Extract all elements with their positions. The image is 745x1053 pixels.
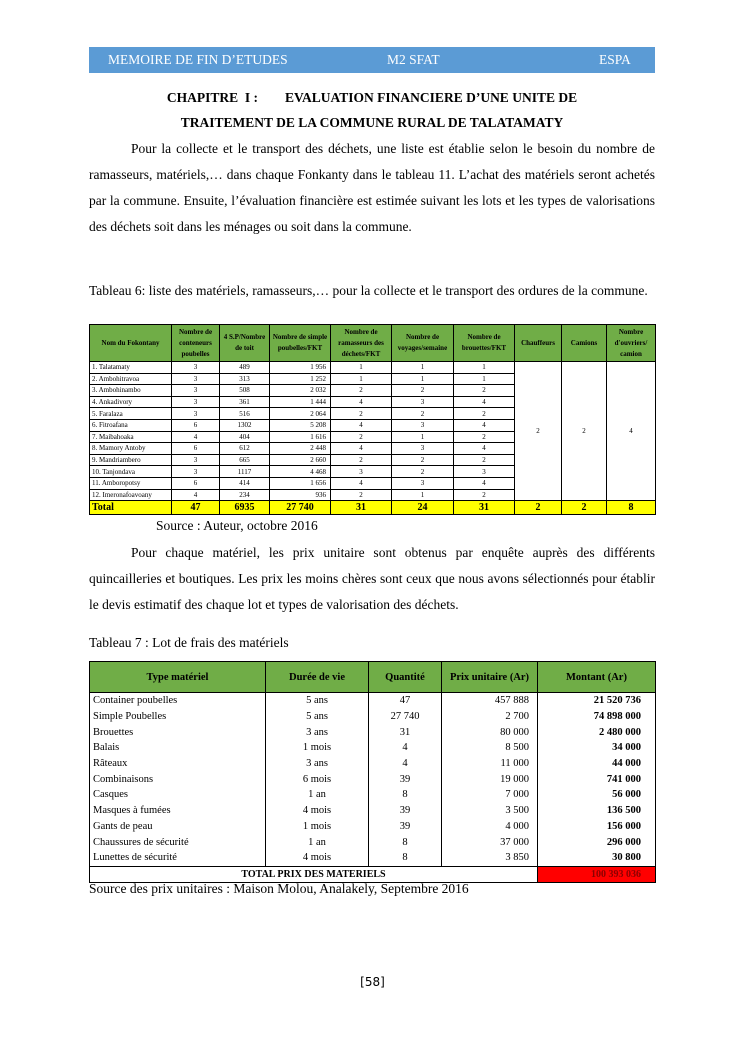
table6-cell: 4: [172, 489, 220, 501]
table6-cell: 3. Ambohinambo: [90, 385, 172, 397]
table7-cell: Chaussures de sécurité: [90, 834, 266, 850]
table7-header: Type matériel: [90, 662, 266, 693]
table6-cell: 6: [172, 477, 220, 489]
table6-cell: 2: [331, 489, 392, 501]
table7-cell: Gants de peau: [90, 819, 266, 835]
table7-cell: 80 000: [442, 724, 538, 740]
page-header: [89, 47, 655, 73]
table7-cell: 2 700: [442, 709, 538, 725]
table6-row: [90, 362, 656, 374]
table6-cell: 234: [220, 489, 270, 501]
table6-cell: 4: [454, 443, 515, 455]
table6-cell: 1 656: [270, 477, 331, 489]
table6-total-cell: Total: [90, 501, 172, 515]
table6-cell: 2: [454, 489, 515, 501]
table6-header: Nombre de ramasseurs des déchets/FKT: [331, 325, 392, 362]
table6-cell: 3: [392, 396, 454, 408]
table7-cell: Lunettes de sécurité: [90, 850, 266, 866]
table7-cell: 31: [369, 724, 442, 740]
table7-cell: 74 898 000: [538, 709, 656, 725]
table6-source: Source : Auteur, octobre 2016: [156, 518, 318, 533]
table6-cell: 414: [220, 477, 270, 489]
table7-cell: 3 ans: [266, 756, 369, 772]
table7-row: [90, 834, 656, 850]
table7-row: [90, 787, 656, 803]
page-number: [58]: [360, 975, 385, 989]
table7-cell: 39: [369, 771, 442, 787]
table7-caption: Tableau 7 : Lot de frais des matériels: [89, 635, 289, 650]
table6-caption: Tableau 6: liste des matériels, ramasseurs,… pour la collecte et le transport des ordures de la commune.: [89, 283, 648, 298]
table6-cell: 3: [392, 443, 454, 455]
table7-cell: 7 000: [442, 787, 538, 803]
table6-cell: 516: [220, 408, 270, 420]
table6-cell: 3: [454, 466, 515, 478]
table7-row: [90, 771, 656, 787]
table6-cell: 2 032: [270, 385, 331, 397]
table7-cell: 39: [369, 803, 442, 819]
table7-cell: 4: [369, 740, 442, 756]
table7-cell: 8: [369, 834, 442, 850]
table7-cell: 27 740: [369, 709, 442, 725]
table7-header: Prix unitaire (Ar): [442, 662, 538, 693]
table6-materials: [89, 324, 656, 515]
table6-cell: 2: [331, 454, 392, 466]
table6-cell: 3: [392, 419, 454, 431]
table6-merged-cell: 4: [607, 362, 656, 501]
table6-total-cell: 8: [607, 501, 656, 515]
table7-cell: 37 000: [442, 834, 538, 850]
table7-cell: 47: [369, 693, 442, 709]
table7-cell: 19 000: [442, 771, 538, 787]
table7-cell: Container poubelles: [90, 693, 266, 709]
table6-cell: 2: [331, 385, 392, 397]
table6-cell: 4: [454, 419, 515, 431]
table7-cell: 4 000: [442, 819, 538, 835]
table6-cell: 1: [454, 373, 515, 385]
table6-header: Nom du Fokontany: [90, 325, 172, 362]
table7-cell: 4 mois: [266, 803, 369, 819]
chapter-title-line2: TRAITEMENT DE LA COMMUNE RURAL DE TALATAMATY: [180, 115, 564, 130]
table6-header: 4 S.P/Nombre de toit: [220, 325, 270, 362]
table6-header: Nombre de voyages/semaine: [392, 325, 454, 362]
table7-cell: 30 800: [538, 850, 656, 866]
table7-cell: 1 mois: [266, 819, 369, 835]
table6-cell: 2 064: [270, 408, 331, 420]
table6-cell: 1: [331, 362, 392, 374]
table6-header: Nombre d'ouvriers/ camion: [607, 325, 656, 362]
table7-total-value: 100 393 036: [538, 866, 656, 882]
table6-cell: 2: [454, 431, 515, 443]
table6-cell: 4: [331, 396, 392, 408]
table7-cell: 8: [369, 787, 442, 803]
table7-cell: 741 000: [538, 771, 656, 787]
table7-cell: 5 ans: [266, 709, 369, 725]
table6-cell: 2: [392, 466, 454, 478]
table6-cell: 4. Ankadivory: [90, 396, 172, 408]
table7-cell: Casques: [90, 787, 266, 803]
table7-cell: 4 mois: [266, 850, 369, 866]
table6-cell: 6: [172, 419, 220, 431]
table6-cell: 2: [331, 431, 392, 443]
table6-cell: 4: [172, 431, 220, 443]
table6-total-cell: 24: [392, 501, 454, 515]
table6-cell: 2: [392, 408, 454, 420]
table6-header: Nombre de brouettes/FKT: [454, 325, 515, 362]
table6-cell: 665: [220, 454, 270, 466]
table7-cell: 21 520 736: [538, 693, 656, 709]
table7-cell: 3 500: [442, 803, 538, 819]
table6-cell: 2: [392, 454, 454, 466]
table7-cell: Simple Poubelles: [90, 709, 266, 725]
table6-total-cell: 2: [515, 501, 562, 515]
table6-header: Nombre de simple poubelles/FKT: [270, 325, 331, 362]
table6-cell: 489: [220, 362, 270, 374]
table6-cell: 8. Mamory Antoby: [90, 443, 172, 455]
table7-source: Source des prix unitaires : Maison Molou, Analakely, Septembre 2016: [89, 881, 469, 896]
table6-cell: 2: [454, 408, 515, 420]
table7-material-costs: [89, 661, 656, 883]
table7-row: [90, 740, 656, 756]
table6-cell: 3: [172, 385, 220, 397]
table6-cell: 10. Tanjondava: [90, 466, 172, 478]
table6-cell: 1: [392, 431, 454, 443]
table6-cell: 3: [172, 373, 220, 385]
table6-total-cell: 31: [331, 501, 392, 515]
table7-cell: 296 000: [538, 834, 656, 850]
table6-cell: 4: [454, 477, 515, 489]
table6-cell: 2: [454, 385, 515, 397]
table6-cell: 3: [392, 477, 454, 489]
table7-row: [90, 709, 656, 725]
table6-cell: 313: [220, 373, 270, 385]
table7-cell: 6 mois: [266, 771, 369, 787]
table6-cell: 4: [454, 396, 515, 408]
table6-cell: 5. Faralaza: [90, 408, 172, 420]
table6-cell: 1302: [220, 419, 270, 431]
table6-cell: 936: [270, 489, 331, 501]
table7-cell: Masques à fumées: [90, 803, 266, 819]
table6-merged-cell: 2: [562, 362, 607, 501]
table6-cell: 4: [331, 419, 392, 431]
table7-row: [90, 850, 656, 866]
table7-cell: 39: [369, 819, 442, 835]
table7-cell: 11 000: [442, 756, 538, 772]
table6-cell: 3: [172, 408, 220, 420]
table7-total-row: [90, 866, 656, 882]
table6-cell: 6. Fitroafana: [90, 419, 172, 431]
table6-cell: 1 956: [270, 362, 331, 374]
table6-cell: 3: [172, 396, 220, 408]
intro-paragraph: Pour la collecte et le transport des déchets, une liste est établie selon le besoin du nombre de ramasseurs, matériels,… dans chaque Fonkanty dans le tableau 11. L’achat des matériels seront achetés par la commune. Ensuite, l’évaluation financière est estimée suivant les lots et les types de valorisations des déchets soit dans les ménages ou soit dans la commune.: [89, 141, 655, 234]
header-right: ESPA: [599, 52, 631, 67]
table6-total-cell: 31: [454, 501, 515, 515]
table6-cell: 404: [220, 431, 270, 443]
table7-cell: 4: [369, 756, 442, 772]
table6-cell: 1117: [220, 466, 270, 478]
header-center: M2 SFAT: [387, 52, 440, 67]
table7-cell: 1 an: [266, 834, 369, 850]
table6-cell: 2: [392, 385, 454, 397]
table6-cell: 3: [172, 362, 220, 374]
table6-cell: 1: [331, 373, 392, 385]
prices-paragraph: Pour chaque matériel, les prix unitaire sont obtenus par enquête auprès des différents quincailleries et boutiques. Les prix les moins chères sont ceux que nous avons sélectionnés pour établir le devis estimatif des chaque lot et types de valorisation des déchets.: [89, 545, 655, 612]
table7-cell: Combinaisons: [90, 771, 266, 787]
table6-cell: 6: [172, 443, 220, 455]
table6-cell: 361: [220, 396, 270, 408]
table6-cell: 2 660: [270, 454, 331, 466]
table7-cell: 5 ans: [266, 693, 369, 709]
table6-cell: 4: [331, 477, 392, 489]
table6-merged-cell: 2: [515, 362, 562, 501]
table7-row: [90, 803, 656, 819]
table7-cell: 34 000: [538, 740, 656, 756]
table6-cell: 2. Ambohitravoa: [90, 373, 172, 385]
table7-cell: Balais: [90, 740, 266, 756]
table6-cell: 4 468: [270, 466, 331, 478]
table6-cell: 1: [392, 489, 454, 501]
table7-header: Durée de vie: [266, 662, 369, 693]
table7-row: [90, 819, 656, 835]
header-left: MEMOIRE DE FIN D’ETUDES: [108, 52, 288, 67]
table7-cell: Râteaux: [90, 756, 266, 772]
table7-row: [90, 756, 656, 772]
table6-header-row: [90, 325, 656, 362]
table6-cell: 1. Talatamaty: [90, 362, 172, 374]
table7-cell: 56 000: [538, 787, 656, 803]
table7-cell: 8 500: [442, 740, 538, 756]
table6-cell: 2: [331, 408, 392, 420]
table6-cell: 7. Maibahoaka: [90, 431, 172, 443]
table6-cell: 1: [454, 362, 515, 374]
table7-row: [90, 693, 656, 709]
table6-cell: 508: [220, 385, 270, 397]
table6-total-cell: 6935: [220, 501, 270, 515]
chapter-title-line1: CHAPITRE I : EVALUATION FINANCIERE D’UNE UNITE DE: [166, 90, 578, 105]
table6-cell: 1 616: [270, 431, 331, 443]
table6-cell: 4: [331, 443, 392, 455]
table6-cell: 11. Amboropotsy: [90, 477, 172, 489]
table7-header: Montant (Ar): [538, 662, 656, 693]
table7-row: [90, 724, 656, 740]
table6-cell: 3: [172, 454, 220, 466]
table7-cell: 2 480 000: [538, 724, 656, 740]
table6-cell: 1 252: [270, 373, 331, 385]
table6-cell: 9. Mandriambero: [90, 454, 172, 466]
table7-cell: 3 ans: [266, 724, 369, 740]
table6-total-cell: 27 740: [270, 501, 331, 515]
table7-cell: Brouettes: [90, 724, 266, 740]
table6-cell: 3: [331, 466, 392, 478]
table6-cell: 1 444: [270, 396, 331, 408]
table6-total-row: [90, 501, 656, 515]
table6-cell: 612: [220, 443, 270, 455]
table6-total-cell: 47: [172, 501, 220, 515]
table6-cell: 5 208: [270, 419, 331, 431]
table7-cell: 1 an: [266, 787, 369, 803]
table6-cell: 1: [392, 373, 454, 385]
table6-total-cell: 2: [562, 501, 607, 515]
table6-header: Nombre de conteneurs poubelles: [172, 325, 220, 362]
table7-header-row: [90, 662, 656, 693]
table6-cell: 12. Imeronafoavoany: [90, 489, 172, 501]
table7-cell: 44 000: [538, 756, 656, 772]
table7-cell: 156 000: [538, 819, 656, 835]
table7-cell: 136 500: [538, 803, 656, 819]
table7-total-label: TOTAL PRIX DES MATERIELS: [90, 866, 538, 882]
table7-cell: 1 mois: [266, 740, 369, 756]
table6-cell: 1: [392, 362, 454, 374]
table6-header: Chauffeurs: [515, 325, 562, 362]
table6-cell: 3: [172, 466, 220, 478]
table6-cell: 2 448: [270, 443, 331, 455]
table7-header: Quantité: [369, 662, 442, 693]
table7-cell: 3 850: [442, 850, 538, 866]
table7-cell: 457 888: [442, 693, 538, 709]
table7-cell: 8: [369, 850, 442, 866]
table6-cell: 2: [454, 454, 515, 466]
table6-header: Camions: [562, 325, 607, 362]
